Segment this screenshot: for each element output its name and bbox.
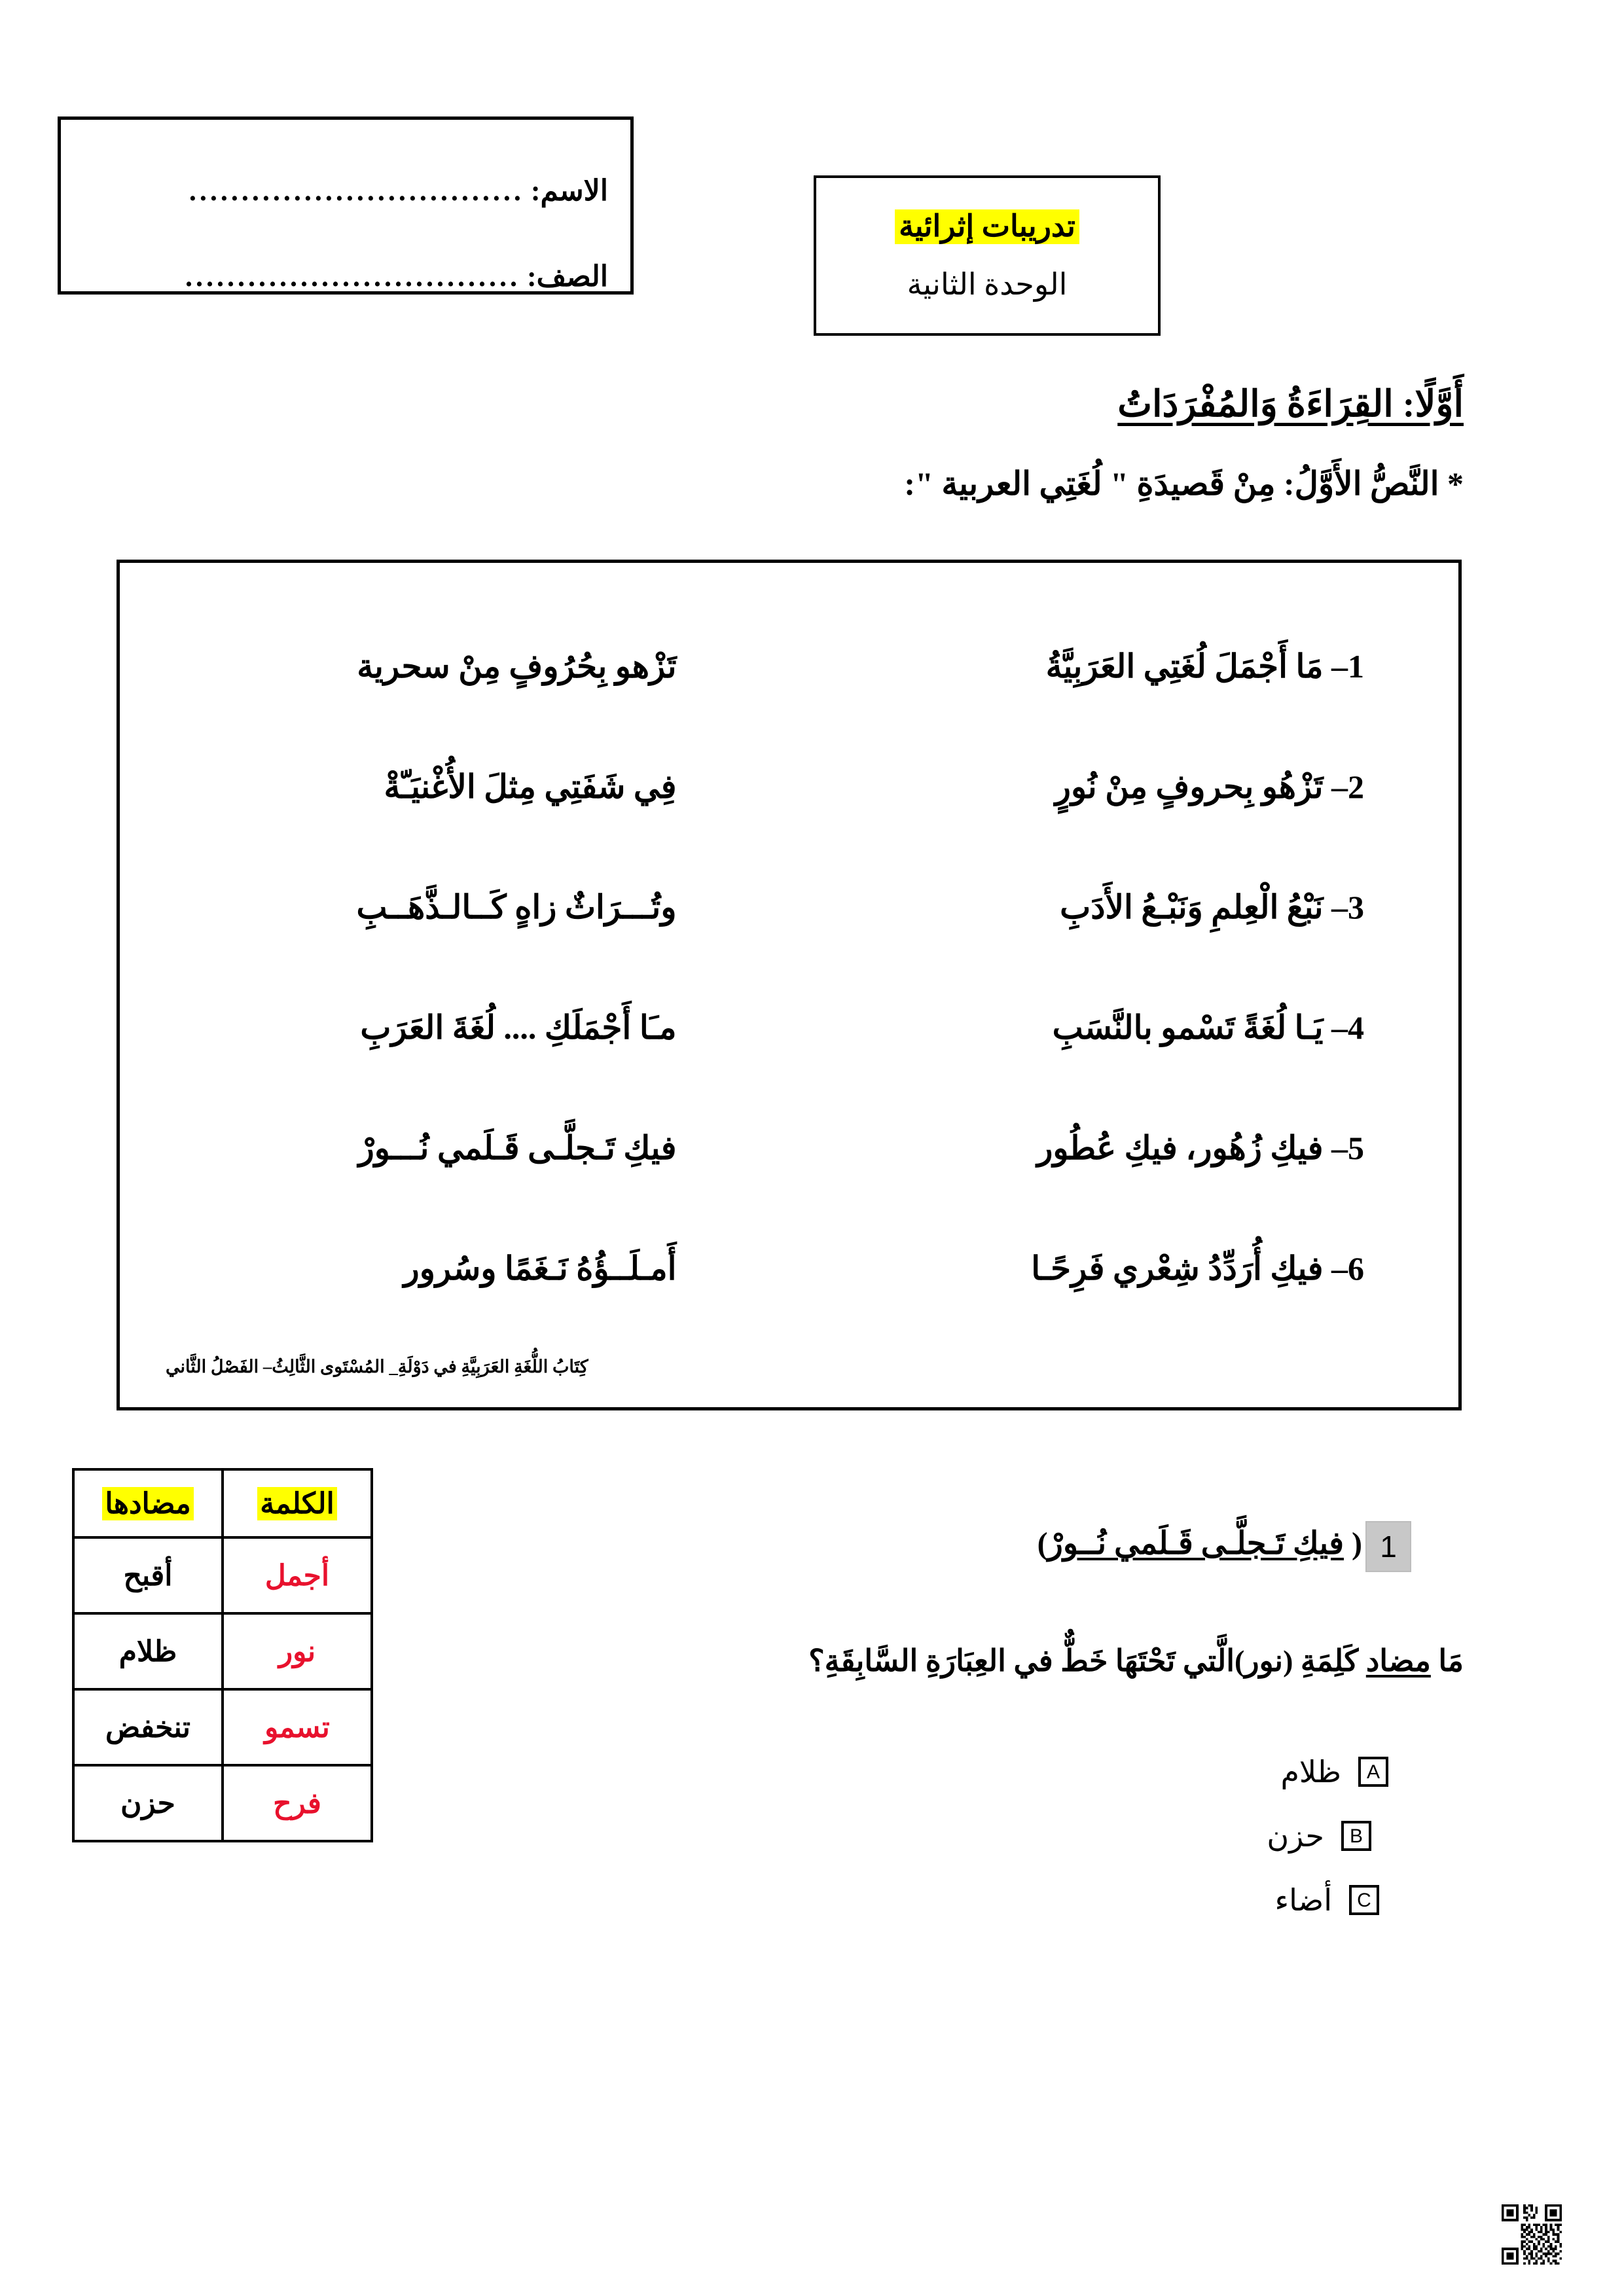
quote-underlined-text: فيكِ تَـجلَّـى قَـلَمي نُــورْ xyxy=(1047,1526,1344,1561)
poem-hemistich-right-text: مَا أَجْمَلَ لُغَتِي العَرَبِيَّةُ xyxy=(1045,648,1324,685)
poem-hemistich-left: فِي شَفَتِي مِثلَ الأُغْنيَـّةْ xyxy=(384,768,677,805)
qr-code-icon[interactable] xyxy=(1502,2204,1562,2265)
question-1-options xyxy=(1267,1754,1388,1918)
poem-line xyxy=(120,847,1458,967)
table-cell-word: أجمل xyxy=(223,1537,372,1613)
table-header-word-label: الكلمة xyxy=(257,1487,337,1520)
student-class-field[interactable]: ................................ xyxy=(185,262,520,291)
question-1-number-badge: 1 xyxy=(1365,1521,1411,1572)
table-header-word xyxy=(223,1469,372,1537)
poem-hemistich-right-text: فيكِ زُهُور، فيكِ عُطُور xyxy=(1037,1130,1324,1166)
poem-lines xyxy=(120,606,1458,1329)
student-name-field[interactable]: ................................ xyxy=(189,177,524,206)
poem-line xyxy=(120,606,1458,726)
table-cell-opposite: ظلام xyxy=(73,1613,223,1689)
table-cell-opposite: حزن xyxy=(73,1765,223,1841)
quote-open-paren: ( xyxy=(1344,1526,1362,1561)
table-row xyxy=(73,1613,372,1689)
student-class-row xyxy=(61,206,630,291)
table-cell-word: نور xyxy=(223,1613,372,1689)
poem-hemistich-right xyxy=(789,1129,1459,1167)
poem-line-number: 6– xyxy=(1331,1250,1364,1287)
poem-hemistich-right xyxy=(789,647,1459,685)
poem-line xyxy=(120,967,1458,1088)
quote-close-paren: ) xyxy=(1037,1526,1048,1561)
option-letter-c[interactable]: C xyxy=(1349,1885,1379,1915)
option-text-b[interactable]: حزن xyxy=(1267,1820,1324,1853)
student-name-label: الاسم: xyxy=(530,175,608,207)
table-cell-word: فرح xyxy=(223,1765,372,1841)
table-row xyxy=(73,1689,372,1765)
poem-source-attribution: كِتَابُ اللُّغَةِ العَرَبِيَّةِ في دَوْلَةِ_ المُسْتَوى الثَّالِثُ– الفَصْلُ الثَّاني xyxy=(166,1357,588,1376)
option-text-c[interactable]: أضاء xyxy=(1274,1884,1332,1917)
unit-subtitle: الوحدة الثانية xyxy=(907,267,1068,301)
table-row xyxy=(73,1765,372,1841)
poem-line-number: 4– xyxy=(1331,1009,1364,1046)
table-cell-opposite: تنخفض xyxy=(73,1689,223,1765)
poem-hemistich-left: مـَا أَجْمَلَكِ .... لُغَةَ العَرَبِ xyxy=(360,1009,677,1046)
question-1-quote xyxy=(1038,1525,1362,1562)
poem-hemistich-left: وتُـــرَاثٌ زاهٍ كَــالـذَّهَــبِ xyxy=(356,889,677,925)
poem-hemistich-right xyxy=(789,888,1459,926)
text-intro-line: * النَّصُّ الأَوَّلُ: مِنْ قَصيدَةِ " لُغَتِي العربية ": xyxy=(904,465,1464,502)
prompt-part-b: كَلِمَةِ (نور)الَّتي تَحْتَهَا خَطٌّ في العِبَارَةِ السَّابِقَةِ؟ xyxy=(808,1644,1366,1677)
table-row xyxy=(73,1537,372,1613)
option-letter-a[interactable]: A xyxy=(1358,1757,1388,1787)
table-header-row xyxy=(73,1469,372,1537)
student-info-box xyxy=(58,117,634,295)
poem-hemistich-right-text: تَزْهُو بِحروفٍ مِنْ نُورٍ xyxy=(1055,768,1324,805)
table-cell-word: تسمو xyxy=(223,1689,372,1765)
poem-hemistich-left: فيكِ تَـجلَّـى قَـلَمي نُـــورْ xyxy=(358,1130,677,1166)
poem-hemistich-right xyxy=(789,1009,1459,1047)
unit-title-box xyxy=(814,175,1161,336)
poem-line-number: 2– xyxy=(1331,768,1364,805)
option-text-a[interactable]: ظلام xyxy=(1280,1755,1341,1789)
worksheet-title: تدريبات إثرائية xyxy=(895,209,1079,244)
question-1-prompt xyxy=(808,1643,1464,1678)
poem-hemistich-right xyxy=(789,768,1459,806)
student-name-row xyxy=(61,120,630,206)
student-class-label: الصف: xyxy=(527,260,608,293)
option-letter-b[interactable]: B xyxy=(1341,1821,1371,1851)
poem-hemistich-right xyxy=(789,1249,1459,1287)
prompt-underlined-word: مضاد xyxy=(1365,1644,1431,1677)
poem-hemistich-right-text: نَبْعُ الْعِلمِ وَنَبْـعُ الأَدَبِ xyxy=(1060,889,1324,925)
section-heading: أَوَّلًا: القِرَاءَةُ وَالمُفْرَدَاتُ xyxy=(1117,384,1464,425)
option-row-a[interactable] xyxy=(1267,1754,1388,1789)
poem-line xyxy=(120,726,1458,847)
poem-hemistich-left: تَزْهو بِحُرُوفٍ مِنْ سحرية xyxy=(357,648,677,685)
poem-line xyxy=(120,1208,1458,1329)
option-row-b[interactable] xyxy=(1267,1818,1371,1854)
poem-line-number: 5– xyxy=(1331,1130,1364,1166)
poem-line-number: 3– xyxy=(1331,889,1364,925)
poem-box xyxy=(117,560,1462,1410)
worksheet-title-row xyxy=(816,209,1158,244)
table-header-opposite xyxy=(73,1469,223,1537)
poem-line-number: 1– xyxy=(1331,648,1364,685)
antonyms-table xyxy=(72,1468,373,1842)
prompt-part-a: مَا xyxy=(1430,1644,1464,1677)
poem-hemistich-right-text: فيكِ أُرَدِّدُ شِعْري فَرِحًـا xyxy=(1031,1250,1324,1287)
poem-line xyxy=(120,1088,1458,1208)
table-cell-opposite: أقبح xyxy=(73,1537,223,1613)
table-header-opposite-label: مضادها xyxy=(102,1487,193,1520)
option-row-c[interactable] xyxy=(1267,1882,1379,1918)
poem-hemistich-left: أَمـلَــؤُهُ نَـغَمًا وسُرور xyxy=(403,1250,677,1287)
poem-hemistich-right-text: يَـا لُغَةً تَسْمو بالنَّسَبِ xyxy=(1052,1009,1324,1046)
